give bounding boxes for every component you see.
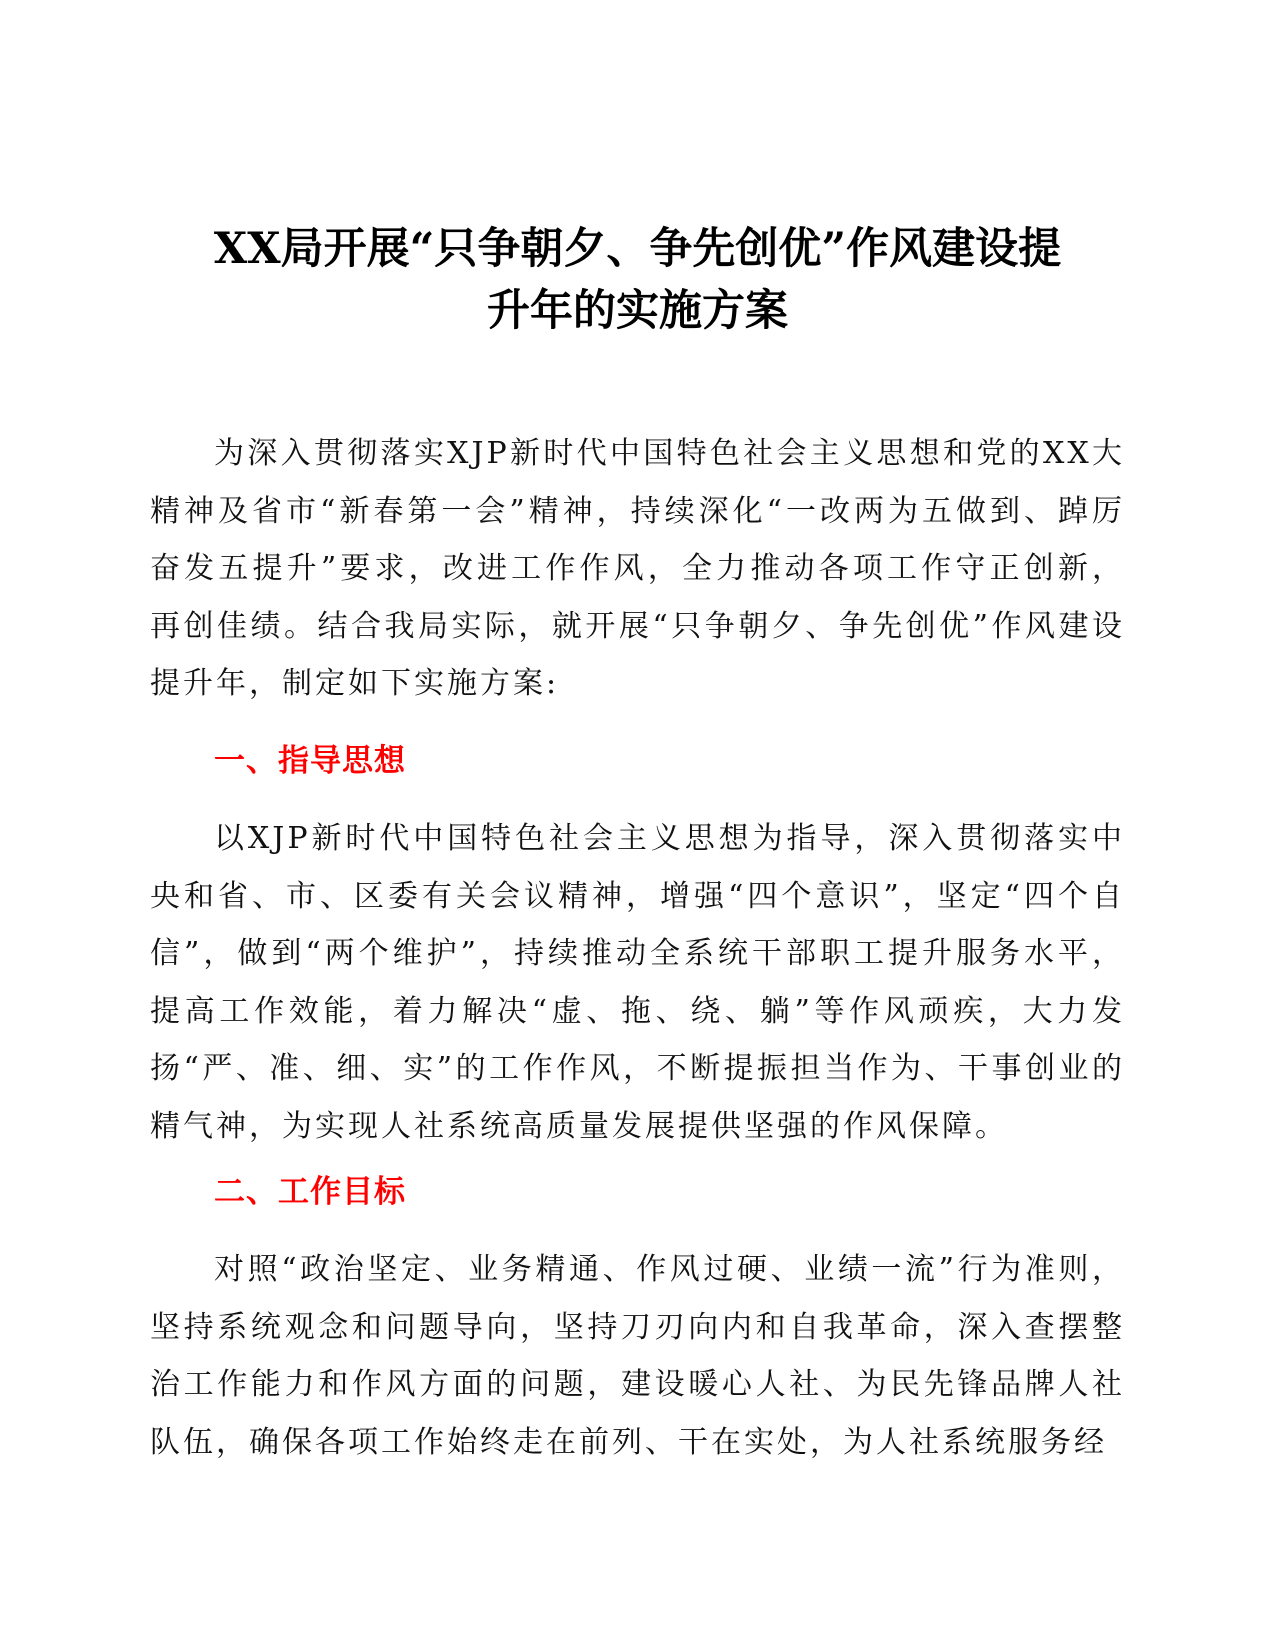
document-title-line-2: 升年的实施方案 (487, 286, 788, 336)
work-goals-paragraph: 对照“政治坚定、业务精通、作风过硬、业绩一流”行为准则，坚持系统观念和问题导向，坚持刀刃向内和自我革命，深入查摆整治工作能力和作风方面的问题，建设暖心人社、为民先锋品牌人社队伍，确保各项工作始终走在前列、干在实处，为人社系统服务经 (150, 1252, 1125, 1460)
document-title-line-1: XX局开展“只争朝夕、争先创优”作风建设提 (213, 224, 1062, 274)
document-title (150, 218, 1125, 342)
section-heading-work-goals: 二、工作目标 (214, 1174, 406, 1210)
guiding-thought-paragraph: 以XJP新时代中国特色社会主义思想为指导，深入贯彻落实中央和省、市、区委有关会议精神，增强“四个意识”，坚定“四个自信”，做到“两个维护”，持续推动全系统干部职工提升服务水平，提高工作效能，着力解决“虚、拖、绕、躺”等作风顽疾，大力发扬“严、准、细、实”的工作作风，不断提振担当作为、干事创业的精气神，为实现人社系统高质量发展提供坚强的作风保障。 (150, 821, 1125, 1144)
intro-paragraph: 为深入贯彻落实XJP新时代中国特色社会主义思想和党的XX大精神及省市“新春第一会”精神，持续深化“一改两为五做到、踔厉奋发五提升”要求，改进工作作风，全力推动各项工作守正创新，再创佳绩。结合我局实际，就开展“只争朝夕、争先创优”作风建设提升年，制定如下实施方案: (150, 436, 1125, 701)
section-heading-guiding-thought: 一、指导思想 (214, 743, 406, 779)
